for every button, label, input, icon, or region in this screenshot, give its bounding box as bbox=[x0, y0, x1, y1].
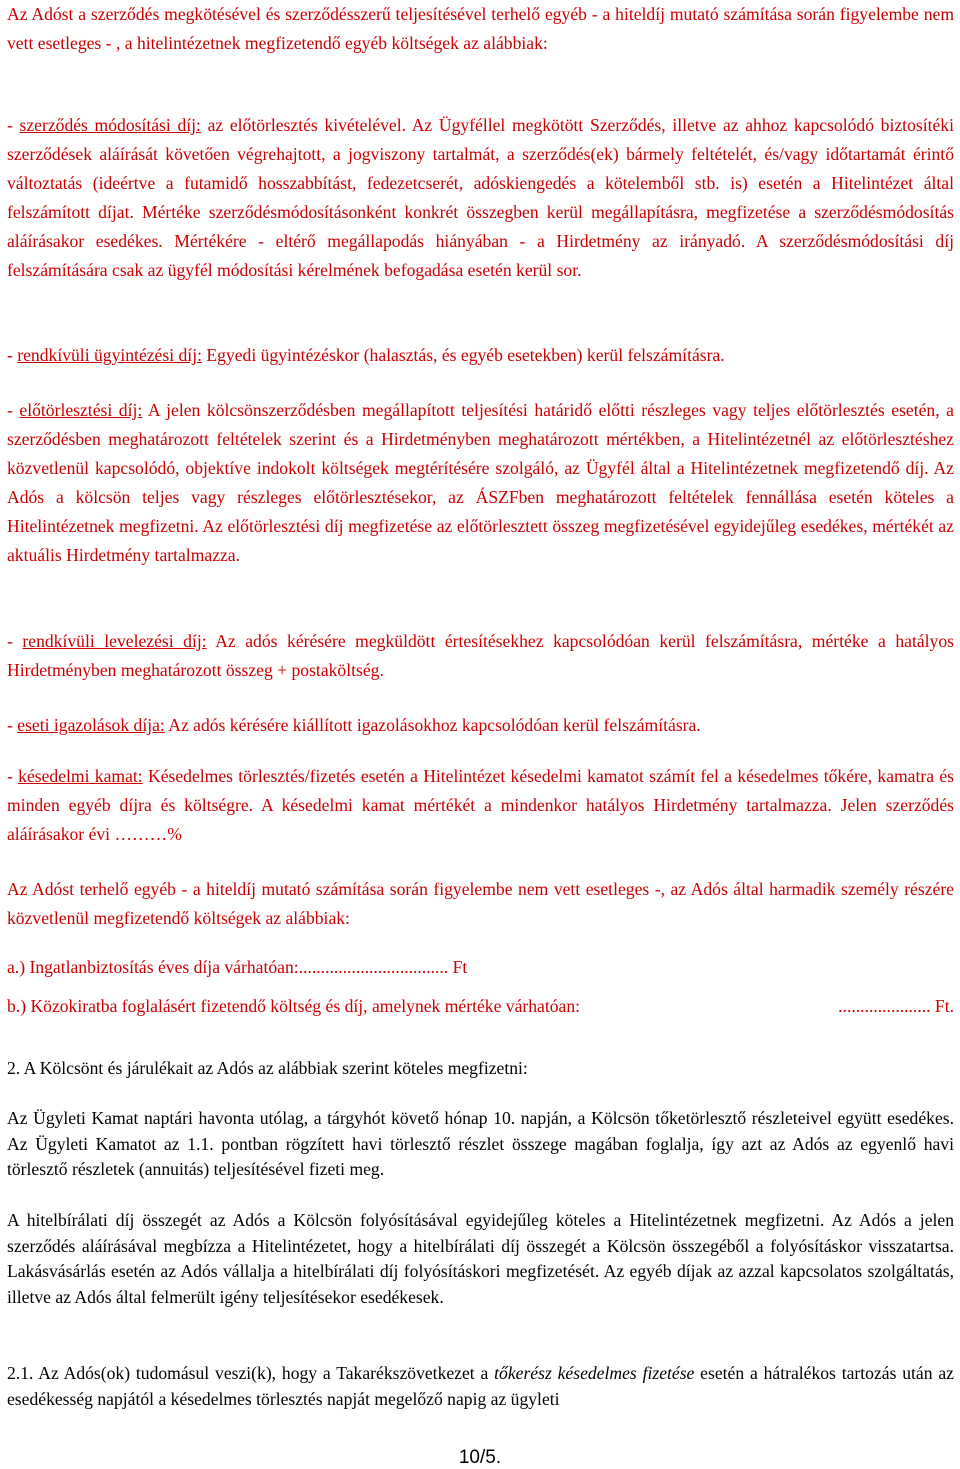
paragraph-interest-payment: Az Ügyleti Kamat naptári havonta utólag, a tárgyhót követő hónap 10. napján, a Kölcsön tőketörlesztő részleteivel együtt esedékes. Az Ügyleti Kamatot az 1.1. pontban rögzített havi törlesztő részlet összege magában foglalja, így azt az Adós az egyenlő havi törlesztő részletek (annuitás) teljesítésével fizeti meg. bbox=[7, 1108, 954, 1179]
section-2-heading: 2. A Kölcsönt és járulékait az Adós az alábbiak szerint köteles megfizetni: bbox=[7, 1058, 528, 1078]
paragraph-prepayment-fee: - előtörlesztési díj: A jelen kölcsönszerződésben megállapított teljesítési határidő előtti részleges vagy teljes előtörlesztés esetén, a szerződésben meghatározott feltételek szerint és a Hirdetményben meghatározott mértékben, a Hitelintézetnél az előtörlesztéshez közvetlenül kapcsolódó, objektíve indokolt költségek megtérítésére szolgáló, az Ügyfél által a Hitelintézetnek megfizetendő díj. Az Adós a kölcsön teljes vagy részleges előtörlesztésekor, az ÁSZFben meghatározott feltételek fennállása esetén köteles a Hitelintézetnek megfizetni. Az előtörlesztési díj megfizetése az előtörlesztett összeg megfizetésével egyidejűleg esedékes, mértékét az aktuális Hirdetmény tartalmazza. bbox=[7, 400, 954, 565]
paragraph-late-interest: - késedelmi kamat: Késedelmes törlesztés/fizetés esetén a Hitelintézet késedelmi kamatot számít fel a késedelmes tőkére, kamatra és minden egyéb díjra és költségre. A késedelmi kamat mértékét a mindenkor hatályos Hirdetmény tartalmazza. Jelen szerződés aláírásakor évi ………% bbox=[7, 766, 955, 844]
term-contract-modification-fee: szerződés módosítási díj: bbox=[19, 115, 201, 135]
paragraph-contract-modification-fee: - szerződés módosítási díj: az előtörlesztés kivételével. Az Ügyféllel megkötött Szerződés, illetve az ahhoz kapcsolódó biztosítéki szerződések aláírását követően végrehajtott, a jogviszony tartalmát, a szerződés(ek) bármely feltételét, és/vagy időtartamát érintő változtatás (ideértve a futamidő hosszabbítást, fedezetcserét, adóskiengedés a kötelemből stb. is) esetén a Hitelintézet által felszámított díjat. Mértéke szerződésmódosításonként konkrét összegben kerül megállapításra, megfizetése a szerződésmódosítás aláírásakor esedékes. Mértékére - eltérő megállapodás hiányában - a Hirdetmény az irányadó. A szerződésmódosítási díj felszámítására csak az ügyfél módosítási kérelmének befogadása esetén kerül sor. bbox=[7, 115, 954, 280]
item-notary-fee-label: b.) Közokiratba foglalásért fizetendő költség és díj, amelynek mértéke várhatóan: bbox=[7, 996, 581, 1016]
term-late-principal-payment: tőkerész késedelmes fizetése bbox=[494, 1363, 695, 1383]
item-property-insurance: a.) Ingatlanbiztosítás éves díja várhatóan:.................................. Ft bbox=[7, 957, 468, 977]
page-number: 10/5. bbox=[458, 1447, 502, 1468]
paragraph-third-party-costs: Az Adóst terhelő egyéb - a hiteldíj mutató számítása során figyelembe nem vett esetleges -, az Adós által harmadik személy részére közvetlenül megfizetendő költségek az alábbiak: bbox=[7, 879, 954, 928]
paragraph-certificate-fee: - eseti igazolások díja: Az adós kérésére kiállított igazolásokhoz kapcsolódóan kerül felszámításra. bbox=[7, 715, 701, 735]
item-notary-fee bbox=[7, 992, 954, 1021]
term-certificate-fee: eseti igazolások díja: bbox=[17, 715, 165, 735]
paragraph-extraordinary-admin-fee: - rendkívüli ügyintézési díj: Egyedi ügyintézéskor (halasztás, és egyéb esetekben) kerül felszámításra. bbox=[7, 345, 725, 365]
term-extraordinary-admin-fee: rendkívüli ügyintézési díj: bbox=[17, 345, 202, 365]
item-notary-fee-value: ..................... Ft. bbox=[838, 996, 954, 1016]
term-late-interest: késedelmi kamat: bbox=[18, 766, 143, 786]
paragraph-2-1-late-payment: 2.1. Az Adós(ok) tudomásul veszi(k), hogy a Takarékszövetkezet a tőkerész késedelmes fizetése esetén a hátralékos tartozás után az esedékesség napjától a késedelmes törlesztés napját megelőző napig az ügyleti bbox=[7, 1363, 954, 1409]
paragraph-credit-assessment-fee: A hitelbírálati díj összegét az Adós a Kölcsön folyósításával egyidejűleg köteles a Hitelintézetnek megfizetni. Az Adós a jelen szerződés aláírásával megbízza a Hitelintézetet, hogy a hitelbírálati díj összegét a Kölcsön összegéből a folyósításkor visszatartsa. Lakásvásárlás esetén az Adós vállalja a hitelbírálati díj folyósításkori megfizetését. Az egyéb díjak az azzal kapcsolatos szolgáltatás, illetve az Adós által felmerült igény teljesítésekor esedékesek. bbox=[7, 1210, 954, 1307]
term-prepayment-fee: előtörlesztési díj: bbox=[19, 400, 143, 420]
paragraph-other-costs-intro: Az Adóst a szerződés megkötésével és szerződésszerű teljesítésével terhelő egyéb - a hiteldíj mutató számítása során figyelembe nem vett esetleges - , a hitelintézetnek megfizetendő egyéb költségek az alábbiak: bbox=[7, 4, 954, 53]
term-extraordinary-mailing-fee: rendkívüli levelezési díj: bbox=[22, 631, 207, 651]
paragraph-extraordinary-mailing-fee: - rendkívüli levelezési díj: Az adós kérésére megküldött értesítésekhez kapcsolódóan kerül felszámításra, mértéke a hatályos Hirdetményben meghatározott összeg + postaköltség. bbox=[7, 631, 954, 680]
